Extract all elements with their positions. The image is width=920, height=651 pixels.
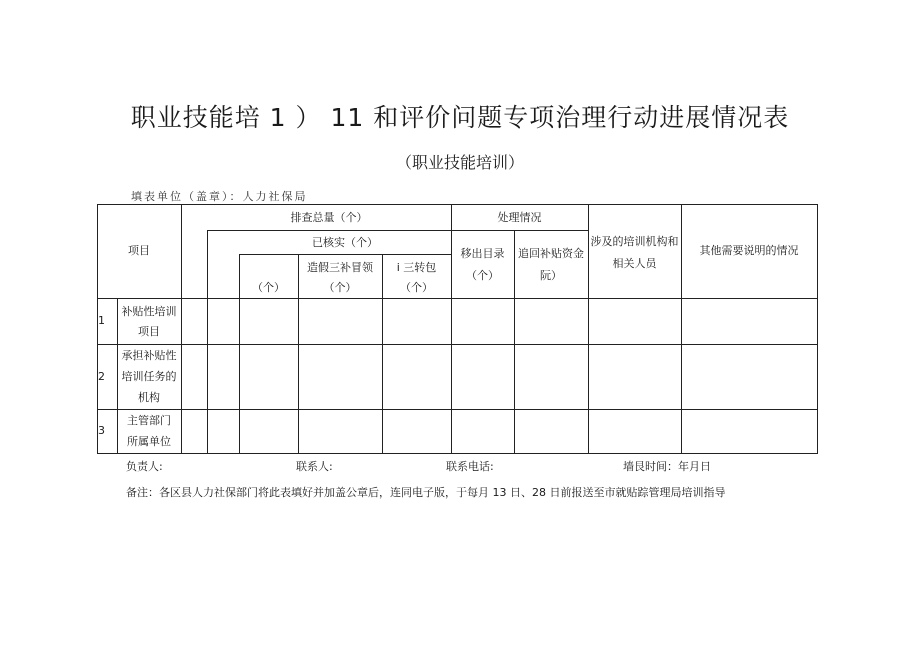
header-total: 排查总量（个）: [290, 211, 368, 224]
row-2-label-line1: 承担补贴性: [121, 349, 177, 362]
table-line-row1: [97, 344, 817, 345]
document-title: 职业技能培 1 ） 11 和评价问题专项治理行动进展情况表: [130, 103, 790, 132]
table-line-handling-sub: [451, 230, 588, 231]
row-1-number: 1: [98, 314, 105, 327]
table-border-bottom: [97, 453, 817, 454]
header-recover-line1: 追回补贴资金: [518, 247, 584, 260]
header-recover-line2: 阮）: [540, 269, 562, 282]
table-line-header-bottom: [97, 298, 817, 299]
header-item: 项目: [128, 244, 150, 257]
header-col-b-line1: 造假三补冒领: [307, 261, 373, 274]
table-border-right: [817, 204, 818, 454]
table-line-row2: [97, 409, 817, 410]
row-1-label-line2: 项目: [138, 325, 160, 338]
table-line-item: [181, 204, 182, 454]
header-handling: 处理情况: [497, 211, 542, 224]
header-involved-line1: 涉及的培训机构和: [590, 235, 679, 248]
row-3-label-line2: 所属单位: [127, 435, 171, 448]
header-col-c-line2: （个）: [400, 281, 433, 294]
row-2-label-line2: 培训任务的: [121, 370, 177, 383]
header-involved-line2: 相关人员: [612, 257, 657, 270]
header-remove-line2: （个）: [466, 269, 499, 282]
footer-date: 墙艮时间：年月日: [623, 460, 711, 473]
row-3-label-line1: 主管部门: [127, 414, 171, 427]
header-remove-line1: 移出目录: [460, 247, 505, 260]
footer-phone: 联系电话:: [446, 460, 494, 473]
header-col-b-line2: （个）: [323, 281, 357, 294]
header-col-c-line1: i 三转包: [396, 261, 437, 274]
header-verified: 已核实（个）: [312, 236, 378, 249]
reporting-unit: 填表单位（盖章）：人力社保局: [131, 190, 308, 203]
header-col-a: （个）: [252, 281, 285, 294]
header-notes: 其他需要说明的情况: [699, 244, 799, 257]
table-line-total: [207, 230, 451, 231]
row-1-label-line1: 补贴性培训: [121, 305, 177, 318]
row-3-number: 3: [98, 424, 105, 437]
footer-contact: 联系人:: [296, 460, 333, 473]
row-2-number: 2: [98, 369, 105, 383]
footnote: 备注：各区县人力社保部门将此表填好并加盖公章后，连同电子版，于每月 13 日、28 日前报送至市就贴踪管理局培训指导: [126, 486, 726, 499]
table-line-total-left: [207, 230, 208, 454]
document-subtitle: （职业技能培训）: [395, 153, 524, 172]
table-line-verified: [239, 254, 451, 255]
row-2-label-line3: 机构: [138, 391, 160, 404]
table-line-handling: [451, 204, 452, 454]
footer-responsible: 负责人:: [126, 460, 163, 473]
